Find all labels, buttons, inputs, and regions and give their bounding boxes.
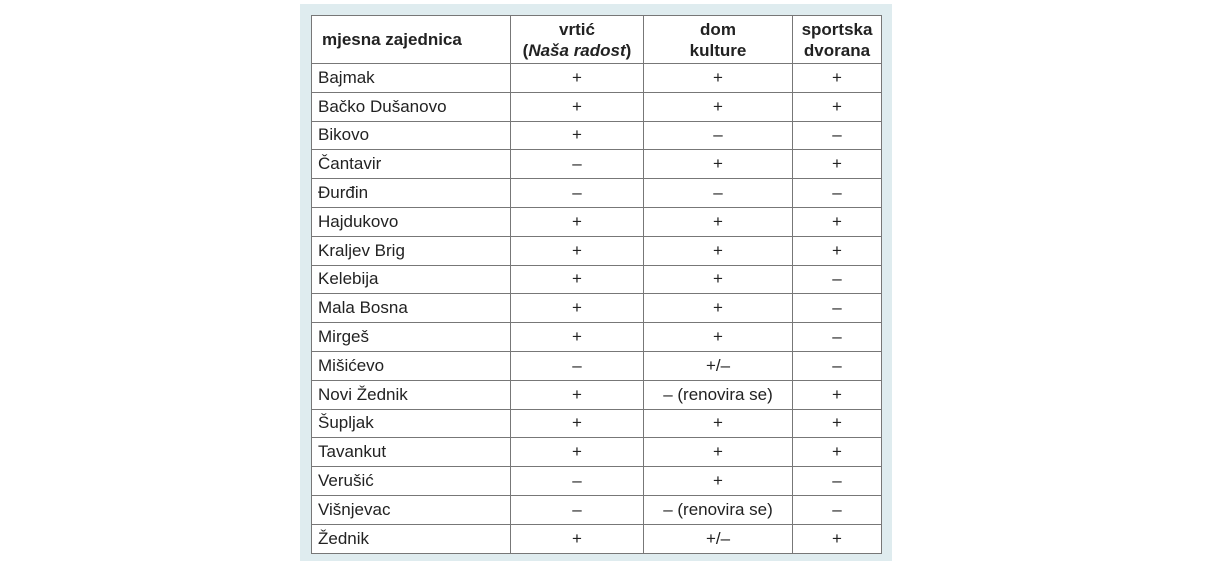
cell-sportska-dvorana: + — [793, 380, 882, 409]
cell-vrtic: + — [511, 265, 644, 294]
table-row — [312, 323, 882, 352]
cell-mjesna-zajednica: Bajmak — [312, 64, 511, 93]
cell-mjesna-zajednica: Mišićevo — [312, 351, 511, 380]
cell-sportska-dvorana: – — [793, 467, 882, 496]
table-row — [312, 294, 882, 323]
cell-dom-kulture: + — [644, 294, 793, 323]
cell-vrtic: + — [511, 409, 644, 438]
cell-dom-kulture: + — [644, 64, 793, 93]
table-row — [312, 438, 882, 467]
cell-mjesna-zajednica: Mala Bosna — [312, 294, 511, 323]
cell-dom-kulture: + — [644, 323, 793, 352]
table-row — [312, 64, 882, 93]
cell-vrtic: – — [511, 495, 644, 524]
header-sportska-dvorana-line2: dvorana — [803, 40, 871, 60]
header-vrtic-close-paren: ) — [625, 40, 632, 60]
table-body — [312, 64, 882, 554]
cell-vrtic: + — [511, 92, 644, 121]
cell-mjesna-zajednica: Kelebija — [312, 265, 511, 294]
cell-vrtic: + — [511, 438, 644, 467]
header-dom-kulture — [644, 16, 793, 64]
table-header — [312, 16, 882, 64]
cell-dom-kulture: – — [644, 179, 793, 208]
cell-sportska-dvorana: + — [793, 92, 882, 121]
cell-sportska-dvorana: + — [793, 64, 882, 93]
table-row — [312, 409, 882, 438]
cell-sportska-dvorana: – — [793, 351, 882, 380]
cell-sportska-dvorana: – — [793, 323, 882, 352]
amenities-table — [311, 15, 882, 554]
table-row — [312, 265, 882, 294]
table-row — [312, 179, 882, 208]
cell-vrtic: + — [511, 294, 644, 323]
header-vrtic-line1: vrtić — [559, 19, 595, 39]
table-row — [312, 121, 882, 150]
header-vrtic — [511, 16, 644, 64]
cell-dom-kulture: – (renovira se) — [644, 495, 793, 524]
cell-dom-kulture: + — [644, 236, 793, 265]
cell-sportska-dvorana: + — [793, 409, 882, 438]
cell-dom-kulture: – (renovira se) — [644, 380, 793, 409]
cell-sportska-dvorana: – — [793, 179, 882, 208]
cell-dom-kulture: + — [644, 150, 793, 179]
cell-sportska-dvorana: – — [793, 121, 882, 150]
cell-mjesna-zajednica: Novi Žednik — [312, 380, 511, 409]
cell-sportska-dvorana: + — [793, 236, 882, 265]
cell-sportska-dvorana: – — [793, 495, 882, 524]
cell-dom-kulture: +/– — [644, 351, 793, 380]
cell-dom-kulture: + — [644, 92, 793, 121]
cell-vrtic: + — [511, 380, 644, 409]
cell-vrtic: + — [511, 236, 644, 265]
cell-mjesna-zajednica: Čantavir — [312, 150, 511, 179]
cell-vrtic: + — [511, 524, 644, 553]
header-sportska-dvorana — [793, 16, 882, 64]
cell-vrtic: – — [511, 179, 644, 208]
table-row — [312, 380, 882, 409]
cell-sportska-dvorana: – — [793, 294, 882, 323]
cell-mjesna-zajednica: Bikovo — [312, 121, 511, 150]
cell-sportska-dvorana: + — [793, 207, 882, 236]
cell-mjesna-zajednica: Šupljak — [312, 409, 511, 438]
cell-vrtic: + — [511, 207, 644, 236]
cell-vrtic: – — [511, 467, 644, 496]
cell-dom-kulture: + — [644, 265, 793, 294]
cell-vrtic: – — [511, 150, 644, 179]
table-row — [312, 495, 882, 524]
table-row — [312, 207, 882, 236]
cell-mjesna-zajednica: Tavankut — [312, 438, 511, 467]
cell-sportska-dvorana: + — [793, 150, 882, 179]
cell-mjesna-zajednica: Bačko Dušanovo — [312, 92, 511, 121]
header-vrtic-line2 — [511, 40, 643, 61]
header-vrtic-open-paren: ( — [522, 40, 529, 60]
header-mjesna-zajednica — [312, 16, 511, 64]
table-row — [312, 236, 882, 265]
cell-vrtic: + — [511, 64, 644, 93]
cell-dom-kulture: + — [644, 467, 793, 496]
cell-mjesna-zajednica: Kraljev Brig — [312, 236, 511, 265]
cell-mjesna-zajednica: Verušić — [312, 467, 511, 496]
cell-vrtic: – — [511, 351, 644, 380]
cell-dom-kulture: – — [644, 121, 793, 150]
cell-sportska-dvorana: – — [793, 265, 882, 294]
table-row — [312, 351, 882, 380]
table-row — [312, 467, 882, 496]
table-panel — [300, 4, 892, 561]
table-row — [312, 524, 882, 553]
header-row — [312, 16, 882, 64]
cell-dom-kulture: + — [644, 207, 793, 236]
cell-mjesna-zajednica: Višnjevac — [312, 495, 511, 524]
cell-sportska-dvorana: + — [793, 524, 882, 553]
header-mjesna-zajednica-label: mjesna zajednica — [322, 30, 462, 49]
header-dom-kulture-line1: dom — [700, 19, 736, 39]
cell-sportska-dvorana: + — [793, 438, 882, 467]
cell-dom-kulture: + — [644, 438, 793, 467]
cell-mjesna-zajednica: Žednik — [312, 524, 511, 553]
cell-vrtic: + — [511, 121, 644, 150]
cell-mjesna-zajednica: Mirgeš — [312, 323, 511, 352]
cell-dom-kulture: + — [644, 409, 793, 438]
header-vrtic-name: Naša radost — [528, 40, 626, 60]
table-row — [312, 150, 882, 179]
cell-vrtic: + — [511, 323, 644, 352]
cell-dom-kulture: +/– — [644, 524, 793, 553]
header-dom-kulture-line2: kulture — [689, 40, 747, 60]
table-row — [312, 92, 882, 121]
cell-mjesna-zajednica: Hajdukovo — [312, 207, 511, 236]
header-sportska-dvorana-line1: sportska — [801, 19, 873, 39]
cell-mjesna-zajednica: Đurđin — [312, 179, 511, 208]
